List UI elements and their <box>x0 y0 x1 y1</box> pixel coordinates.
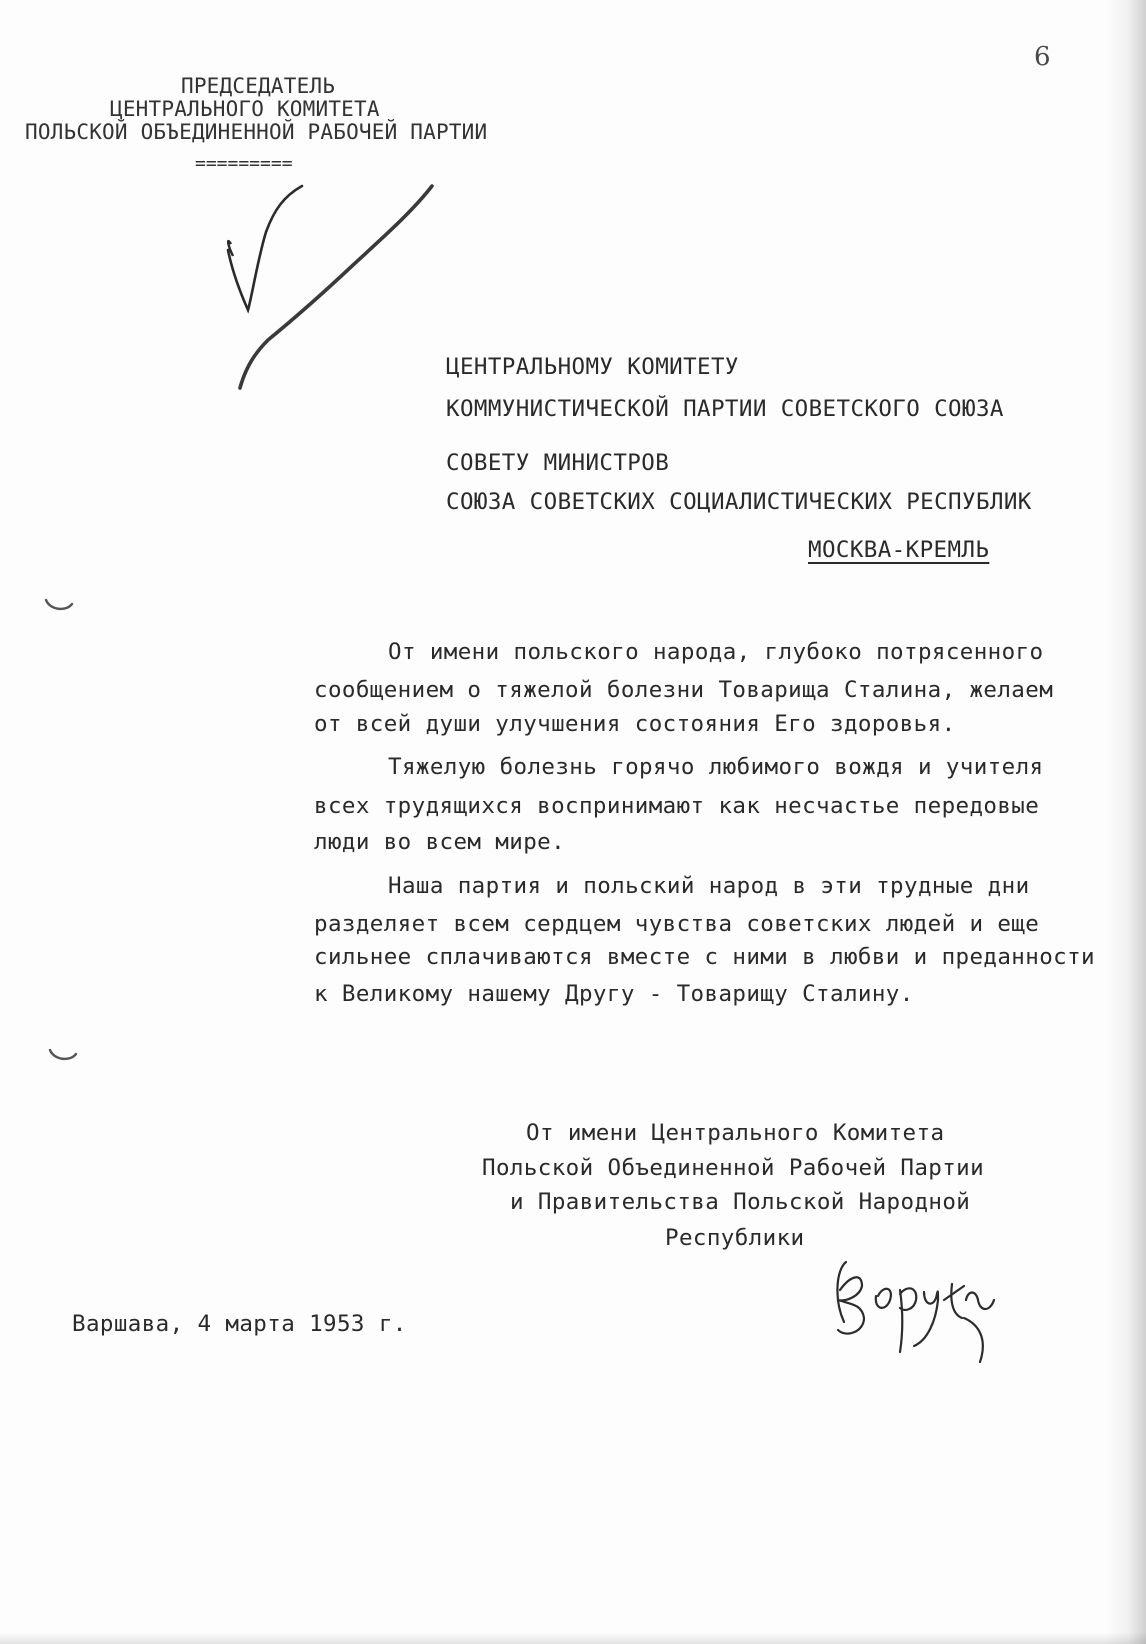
page-number: 6 <box>1034 42 1051 72</box>
addressee-line-4: СОЮЗА СОВЕТСКИХ СОЦИАЛИСТИЧЕСКИХ РЕСПУБЛИК <box>446 489 1032 515</box>
paragraph-1-line-1: От имени польского народа, глубоко потрясенного <box>388 639 1044 665</box>
closing-line-4: Республики <box>665 1225 805 1251</box>
letterhead-line-3: ПОЛЬСКОЙ ОБЪЕДИНЕННОЙ РАБОЧЕЙ ПАРТИИ <box>25 120 488 144</box>
addressee-location: МОСКВА-КРЕМЛЬ <box>808 537 990 563</box>
closing-line-3: и Правительства Польской Народной <box>510 1189 971 1215</box>
closing-line-1: От имени Центрального Комитета <box>526 1120 945 1146</box>
paragraph-1-line-3: от всей души улучшения состояния Его здоровья. <box>314 711 956 737</box>
paragraph-1-line-2: сообщением о тяжелой болезни Товарища Сталина, желаем <box>314 677 1054 703</box>
letterhead-line-1: ПРЕДСЕДАТЕЛЬ <box>181 74 336 98</box>
paragraph-2-line-2: всех трудящихся воспринимают как несчастье передовые <box>314 793 1040 819</box>
paragraph-3-line-1: Наша партия и польский народ в эти трудные дни <box>388 873 1030 899</box>
addressee-line-1: ЦЕНТРАЛЬНОМУ КОМИТЕТУ <box>446 354 739 380</box>
place-and-date: Варшава, 4 марта 1953 г. <box>72 1311 407 1337</box>
paragraph-2-line-3: люди во всем мире. <box>314 829 566 855</box>
paragraph-3-line-4: к Великому нашему Другу - Товарищу Сталину. <box>314 981 914 1007</box>
paragraph-3-line-3: сильнее сплачиваются вместе с ними в любви и преданности <box>314 944 1095 970</box>
addressee-line-3: СОВЕТУ МИНИСТРОВ <box>446 450 670 476</box>
letterhead-rule: ========= <box>195 153 293 174</box>
addressee-line-2: КОММУНИСТИЧЕСКОЙ ПАРТИИ СОВЕТСКОГО СОЮЗА <box>446 396 1004 422</box>
paragraph-3-line-2: разделяет всем сердцем чувства советских людей и еще <box>314 911 1040 937</box>
letterhead-line-2: ЦЕНТРАЛЬНОГО КОМИТЕТА <box>110 97 380 121</box>
paragraph-2-line-1: Тяжелую болезнь горячо любимого вождя и учителя <box>388 754 1044 780</box>
closing-line-2: Польской Объединенной Рабочей Партии <box>482 1155 985 1181</box>
